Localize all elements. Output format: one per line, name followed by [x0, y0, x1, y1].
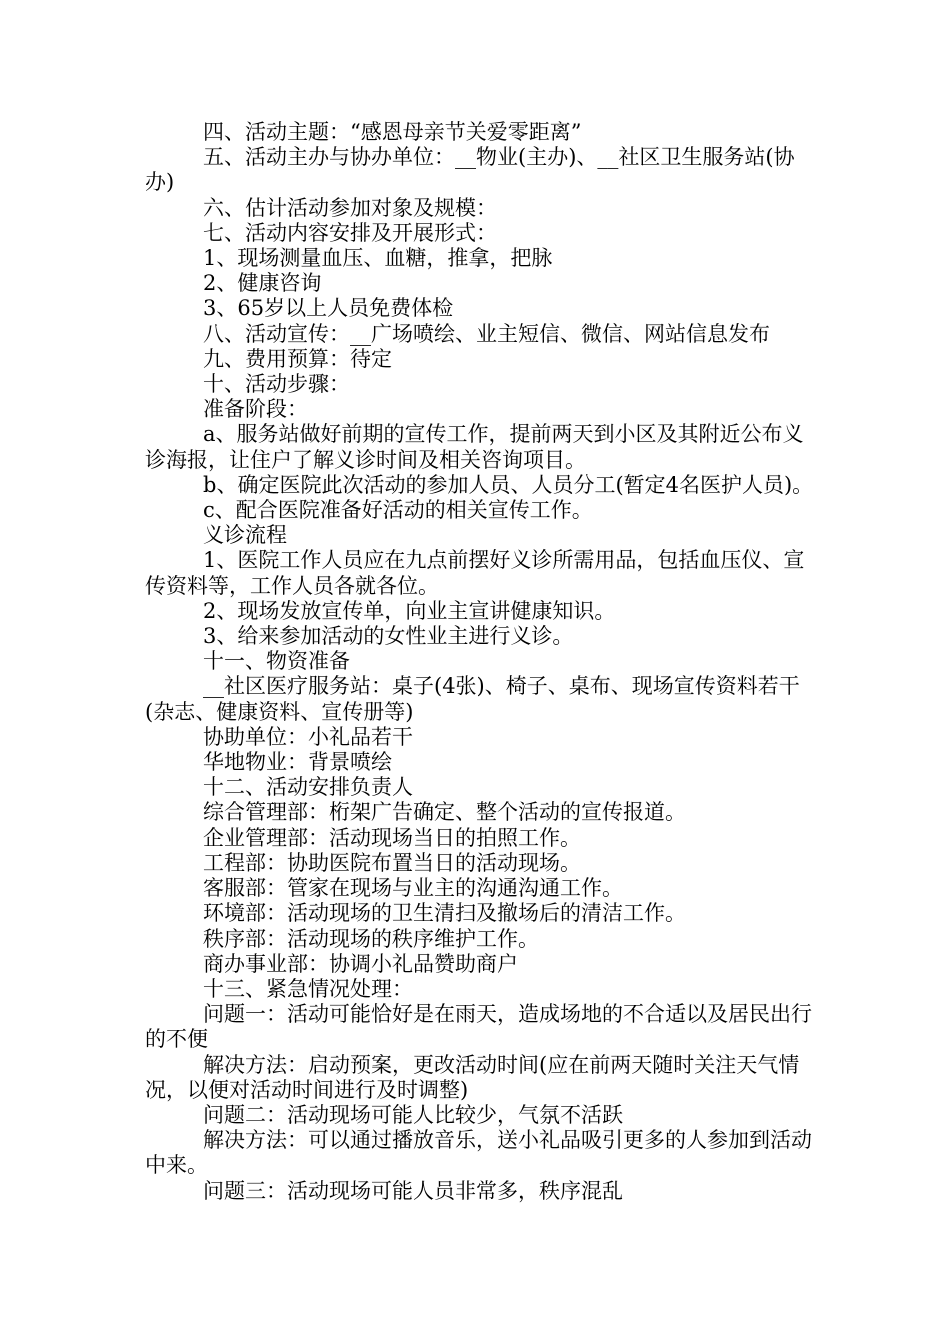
paragraph-content-heading: 七、活动内容安排及开展形式： — [203, 220, 497, 245]
paragraph-owners-heading: 十二、活动安排负责人 — [203, 775, 413, 800]
paragraph-emergency-heading: 十三、紧急情况处理： — [203, 976, 413, 1001]
paragraph-steps-heading: 十、活动步骤： — [203, 372, 350, 397]
paragraph-budget: 九、费用预算：待定 — [203, 346, 392, 371]
paragraph-clinic-2: 2、现场发放宣传单，向业主宣讲健康知识。 — [203, 598, 616, 623]
document-body — [145, 120, 821, 1204]
paragraph-materials-clinic: __社区医疗服务站：桌子(4张)、椅子、桌布、现场宣传资料若干(杂志、健康资料、宣传册等) — [145, 674, 800, 724]
paragraph-solution-1: 解决方法：启动预案，更改活动时间(应在前两天随时关注天气情况，以便对活动时间进行及时调整) — [145, 1052, 800, 1102]
paragraph-prep-b: b、确定医院此次活动的参加人员、人员分工(暂定4名医护人员)。 — [203, 472, 814, 497]
paragraph-participants: 六、估计活动参加对象及规模： — [203, 195, 497, 220]
paragraph-content-item-3: 3、65岁以上人员免费体检 — [203, 296, 454, 321]
paragraph-materials-assist: 协助单位：小礼品若干 — [203, 724, 413, 749]
paragraph-problem-1: 问题一：活动可能恰好是在雨天，造成场地的不合适以及居民出行的不便 — [145, 1002, 812, 1052]
paragraph-problem-2: 问题二：活动现场可能人比较少，气氛不活跃 — [203, 1102, 623, 1127]
paragraph-organizers: 五、活动主办与协办单位：__物业(主办)、__社区卫生服务站(协办) — [145, 145, 795, 195]
paragraph-owner-engineering: 工程部：协助医院布置当日的活动现场。 — [203, 850, 581, 875]
paragraph-owner-order: 秩序部：活动现场的秩序维护工作。 — [203, 926, 539, 951]
paragraph-materials-heading: 十一、物资准备 — [203, 649, 350, 674]
paragraph-content-item-2: 2、健康咨询 — [203, 271, 322, 296]
paragraph-content-item-1: 1、现场测量血压、血糖，推拿，把脉 — [203, 246, 553, 271]
paragraph-solution-2: 解决方法：可以通过播放音乐，送小礼品吸引更多的人参加到活动中来。 — [145, 1128, 812, 1178]
paragraph-owner-environment: 环境部：活动现场的卫生清扫及撤场后的清洁工作。 — [203, 901, 686, 926]
paragraph-owner-enterprise: 企业管理部：活动现场当日的拍照工作。 — [203, 825, 581, 850]
paragraph-theme: 四、活动主题：“感恩母亲节关爱零距离” — [203, 120, 582, 144]
paragraph-prep-a: a、服务站做好前期的宣传工作，提前两天到小区及其附近公布义诊海报，让住户了解义诊时间及相关咨询项目。 — [145, 422, 804, 472]
paragraph-publicity: 八、活动宣传：__广场喷绘、业主短信、微信、网站信息发布 — [203, 321, 770, 346]
paragraph-clinic-3: 3、给来参加活动的女性业主进行义诊。 — [203, 624, 574, 649]
paragraph-clinic-1: 1、医院工作人员应在九点前摆好义诊所需用品，包括血压仪、宣传资料等，工作人员各就各位。 — [145, 548, 805, 598]
paragraph-owner-general: 综合管理部：桁架广告确定、整个活动的宣传报道。 — [203, 800, 686, 825]
paragraph-clinic-heading: 义诊流程 — [203, 523, 287, 548]
paragraph-prep-c: c、配合医院准备好活动的相关宣传工作。 — [203, 498, 593, 523]
paragraph-owner-business: 商办事业部：协调小礼品赞助商户 — [203, 951, 518, 976]
paragraph-prep-heading: 准备阶段： — [203, 397, 308, 422]
paragraph-owner-service: 客服部：管家在现场与业主的沟通沟通工作。 — [203, 876, 623, 901]
paragraph-problem-3: 问题三：活动现场可能人员非常多，秩序混乱 — [203, 1178, 623, 1203]
paragraph-materials-property: 华地物业：背景喷绘 — [203, 750, 392, 775]
